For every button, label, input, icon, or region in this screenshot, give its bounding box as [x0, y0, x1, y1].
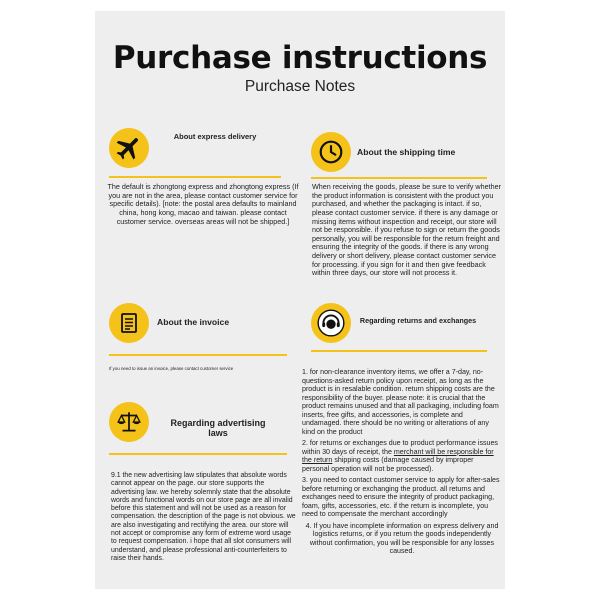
invoice-divider: [109, 354, 287, 356]
returns-point-3: 3. you need to contact customer service to apply for after-sales before returning or exchanging the product. all returns and exchanges need to ensure the integrity of product packaging, foam, gifts, accessories, etc. if the return is incomplete, you need to compensate the merchant accordingly: [302, 476, 500, 518]
invoice-text: If you need to issue an invoice, please contact customer service: [109, 366, 234, 371]
returns-point-4: 4. If you have incomplete information on express delivery and logistics returns, or if you return the goods independently without confirmation, you will be responsible for any losses caused.: [305, 521, 499, 555]
invoice-icon: [109, 303, 149, 343]
returns-point-2-underlined: merchant will be responsible for the return: [302, 447, 494, 464]
shipping-time-divider: [311, 177, 487, 179]
clock-icon: [311, 132, 351, 172]
returns-point-2-text-end: shipping costs (damage caused by improper personal operation will not be processed).: [302, 456, 474, 473]
returns-point-2-text: 2. for returns or exchanges due to product performance issues within 30 days of receipt, the: [302, 439, 498, 456]
page-title: Purchase instructions: [112, 40, 488, 76]
express-delivery-text: The default is zhongtong express and zhongtong express (If you are not in the area, please contact customer service for specific details). [note: the postal area defaults to mainland china, hong kong, macao and taiwan. please contact customer service. overseas areas will not be shipped.]: [107, 182, 299, 226]
purchase-instructions-page: [95, 11, 505, 589]
express-delivery-title: About express delivery: [173, 132, 257, 141]
scales-icon: [109, 402, 149, 442]
page-subtitle: Purchase Notes: [244, 78, 356, 95]
returns-exchanges-title: Regarding returns and exchanges: [359, 316, 477, 325]
advertising-laws-title: Regarding advertising laws: [170, 418, 266, 439]
returns-point-2: [302, 439, 502, 473]
shipping-time-title: About the shipping time: [357, 147, 456, 157]
advertising-laws-text: 9.1 the new advertising law stipulates that absolute words cannot appear on the page. our store supports the advertising law. we hereby solemnly state that the absolute words and functional words on our store page are all invalid before this statement and will not be used as a reason for compensation. the description of the page is not obvious. we are also investigating and rectifying the area. our store will not accept or compromise any form of extreme word usage to request compensation. i hope that all slot consumers will understand, and please professional anti-counterfeiters to raise their hands.: [111, 472, 296, 562]
returns-exchanges-divider: [311, 350, 487, 352]
returns-exchanges-text: [302, 368, 502, 559]
express-delivery-divider: [109, 176, 281, 178]
advertising-laws-divider: [109, 453, 287, 455]
returns-point-1: 1. for non-clearance inventory items, we offer a 7-day, no-questions-asked return policy upon receipt, as long as the product is in resalable condition. return shipping costs are the responsibility of the buyer. please note: it is crucial that the product remains unused and that all packaging, including foam inserts, free gifts, and accessories, is complete and undamaged. there should be no writing or alterations of any kind on the product: [302, 368, 499, 436]
airplane-icon: [109, 128, 149, 168]
invoice-title: About the invoice: [157, 317, 230, 327]
shipping-time-text: When receiving the goods, please be sure to verify whether the product information is consistent with the product you purchased, and whether the packaging is intact. if so, please contact customer service. if there is any damage or missing items without inspection and receipt, our store will not be responsible. if you refuse to sign or return the goods personally, you will be responsible for the return freight and ensuring the integrity of the goods. if there is any wrong delivery or short delivery, please contact customer service for processing. if you sign for it and then give feedback within three days, our store will not process it.: [312, 182, 501, 278]
customer-service-icon: [311, 303, 351, 343]
